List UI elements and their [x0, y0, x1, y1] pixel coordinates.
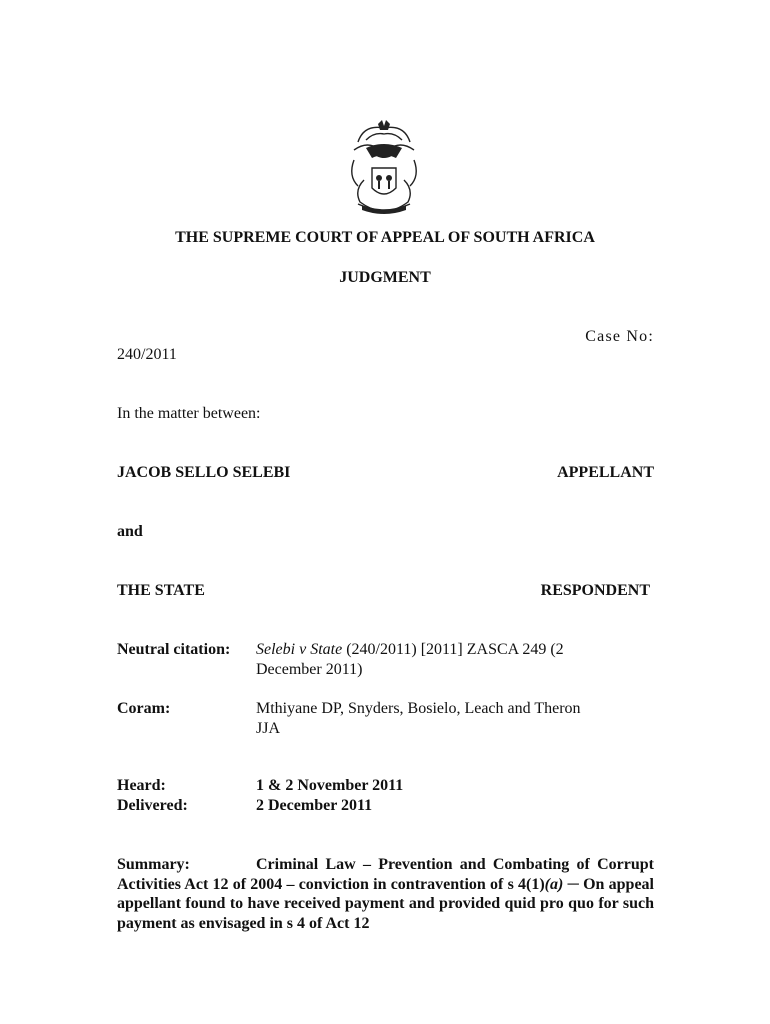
conjunction: and [117, 523, 143, 540]
summary-text-a: Criminal Law – Prevention and Combating of Corrupt Activities Act 12 of 2004 – conviction in contravention of s 4(1) [117, 856, 654, 893]
matter-intro: In the matter between: [117, 405, 261, 422]
coram-text [256, 699, 654, 739]
neutral-citation-label: Neutral citation: [117, 641, 231, 658]
summary-label: Summary: [117, 856, 190, 873]
citation-line2: December 2011) [256, 661, 363, 678]
neutral-citation-text [256, 640, 654, 680]
coram-label: Coram: [117, 700, 171, 717]
appellant-name: JACOB SELLO SELEBI [117, 464, 291, 481]
respondent-name: THE STATE [117, 582, 205, 599]
delivered-date: 2 December 2011 [256, 797, 373, 814]
court-title: THE SUPREME COURT OF APPEAL OF SOUTH AFRICA [175, 229, 595, 246]
document-type: JUDGMENT [339, 269, 431, 286]
summary-text-italic: (a) [544, 875, 564, 893]
coram-line1: Mthiyane DP, Snyders, Bosielo, Leach and Theron [256, 700, 581, 717]
summary-paragraph [117, 855, 654, 933]
appellant-role: APPELLANT [557, 464, 654, 481]
coram-line2: JJA [256, 720, 281, 737]
case-number-label: Case No: [585, 328, 654, 345]
heard-date: 1 & 2 November 2011 [256, 777, 404, 794]
respondent-role: RESPONDENT [540, 582, 650, 599]
delivered-label: Delivered: [117, 797, 188, 814]
heard-label: Heard: [117, 777, 166, 794]
case-number-value: 240/2011 [117, 346, 177, 363]
coat-of-arms-icon [344, 120, 424, 216]
summary-text-b: ─ On appeal appellant found to have received payment and provided quid pro quo for such payment as envisaged in s 4 of Act 12 [117, 875, 655, 932]
citation-line1: (240/2011) [2011] ZASCA 249 (2 [342, 641, 564, 658]
citation-case-name: Selebi v State [256, 641, 343, 658]
